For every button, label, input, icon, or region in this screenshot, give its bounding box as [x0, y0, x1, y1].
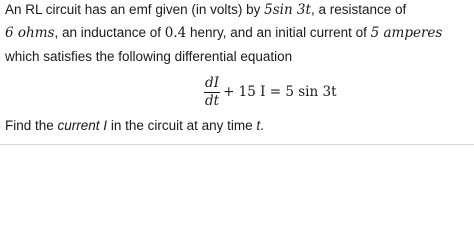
problem-text: Find the [5, 118, 58, 133]
fraction-numerator: dI [205, 74, 220, 91]
problem-text: , a resistance of [310, 2, 407, 17]
problem-line-3 [5, 48, 292, 66]
inductance-value: 0.4 [164, 25, 187, 41]
differential-equation [204, 73, 337, 111]
equation-rhs: + 15 I = 5 sin 3t [223, 84, 337, 100]
problem-text: , an inductance of [54, 25, 165, 40]
fraction-denominator: dt [205, 92, 220, 109]
resistance-value: 6 ohms [5, 25, 55, 41]
problem-text: An RL circuit has an emf given (in volts) by [5, 2, 265, 17]
problem-text: in the circuit at any time [107, 118, 257, 133]
problem-text: which satisfies the following differential equation [5, 49, 293, 64]
initial-current-value: 5 amperes [370, 25, 443, 41]
problem-line-2 [5, 24, 442, 42]
problem-line-5 [5, 117, 264, 135]
problem-line-1 [5, 1, 406, 19]
divider [0, 144, 474, 145]
derivative-fraction [204, 76, 220, 109]
emf-expression: 5sin 3t [264, 2, 311, 18]
problem-text: . [260, 118, 264, 133]
emphasis-current: current I [57, 118, 108, 133]
problem-text: henry, and an initial current of [186, 25, 371, 40]
emphasis-time: t [256, 118, 261, 133]
